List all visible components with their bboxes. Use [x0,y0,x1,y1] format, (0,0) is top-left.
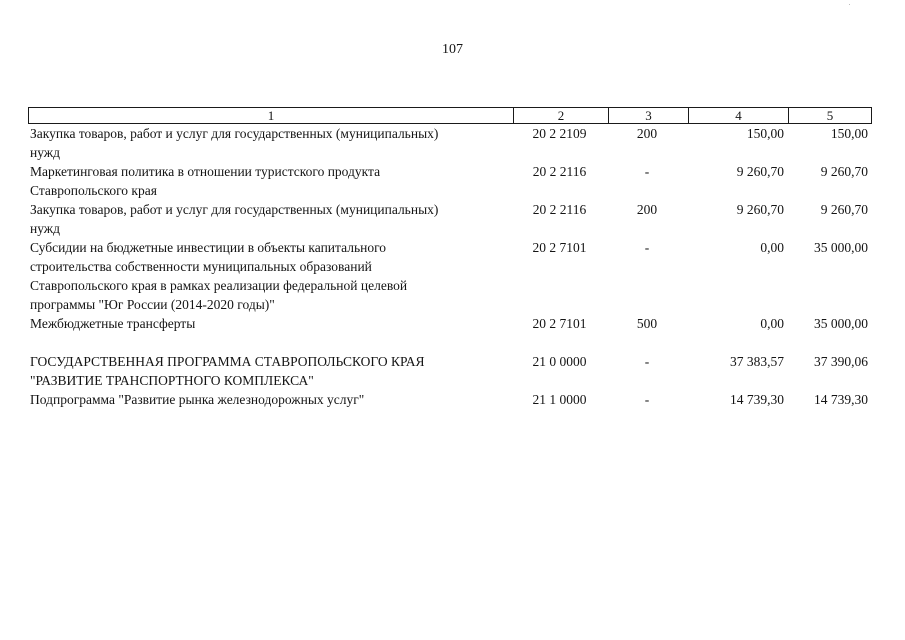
scan-speck [849,4,850,5]
header-col-3: 3 [608,108,688,123]
header-col-4: 4 [688,108,788,123]
row-expense-type: 200 [636,126,658,141]
table-body [28,124,872,409]
row-description [28,124,512,162]
row-description [28,200,512,238]
row-expense-type: - [644,164,650,179]
row-amount-2: 9 260,70 [820,164,868,179]
row-amount-2: 35 000,00 [814,240,868,255]
row-code: 20 2 7101 [532,316,587,331]
table-header [28,107,872,124]
description-line: Закупка товаров, работ и услуг для государственных (муниципальных) [30,126,439,141]
description-line: нужд [30,145,60,160]
description-line: программы "Юг России (2014-2020 годы)" [30,297,275,312]
row-amount-2: 37 390,06 [814,354,868,369]
description-line: строительства собственности муниципальных образований [30,259,372,274]
row-description [28,162,512,200]
row-amount-2: 14 739,30 [814,392,868,407]
header-col-5: 5 [788,108,871,123]
row-code: 21 0 0000 [532,354,587,369]
description-line: ГОСУДАРСТВЕННАЯ ПРОГРАММА СТАВРОПОЛЬСКОГО КРАЯ [30,354,425,369]
table-row [28,124,872,162]
row-description [28,390,512,409]
row-description [28,238,512,314]
row-amount-1: 37 383,57 [730,354,784,369]
table-row [28,238,872,314]
page-number: 107 [442,42,463,57]
row-code: 20 2 2116 [532,164,587,179]
row-amount-1: 150,00 [746,126,784,141]
header-col-1: 1 [267,108,275,123]
row-code: 21 1 0000 [532,392,587,407]
table-row [28,162,872,200]
description-line: Субсидии на бюджетные инвестиции в объекты капитального [30,240,387,255]
row-amount-2: 35 000,00 [814,316,868,331]
row-amount-2: 9 260,70 [820,202,868,217]
row-amount-2: 150,00 [830,126,868,141]
description-line: "РАЗВИТИЕ ТРАНСПОРТНОГО КОМПЛЕКСА" [30,373,314,388]
row-code: 20 2 2109 [532,126,587,141]
row-amount-1: 9 260,70 [736,202,784,217]
description-line: Подпрограмма "Развитие рынка железнодорожных услуг" [30,392,365,407]
row-amount-1: 14 739,30 [730,392,784,407]
row-expense-type: - [644,354,650,369]
row-expense-type: - [644,392,650,407]
description-line: Ставропольского края в рамках реализации федеральной целевой [30,278,408,293]
description-line: нужд [30,221,60,236]
description-line: Закупка товаров, работ и услуг для государственных (муниципальных) [30,202,439,217]
row-description [28,314,512,333]
description-line: Маркетинговая политика в отношении туристского продукта [30,164,381,179]
row-amount-1: 0,00 [760,240,784,255]
row-amount-1: 9 260,70 [736,164,784,179]
row-code: 20 2 7101 [532,240,587,255]
row-code: 20 2 2116 [532,202,587,217]
table-row [28,390,872,409]
header-col-2: 2 [513,108,608,123]
description-line: Ставропольского края [30,183,157,198]
description-line: Межбюджетные трансферты [30,316,196,331]
row-expense-type: 500 [636,316,658,331]
row-description [28,352,512,390]
section-spacer [28,333,872,352]
table-row [28,314,872,333]
row-expense-type: 200 [636,202,658,217]
row-expense-type: - [644,240,650,255]
table-row [28,200,872,238]
table-row [28,352,872,390]
row-amount-1: 0,00 [760,316,784,331]
